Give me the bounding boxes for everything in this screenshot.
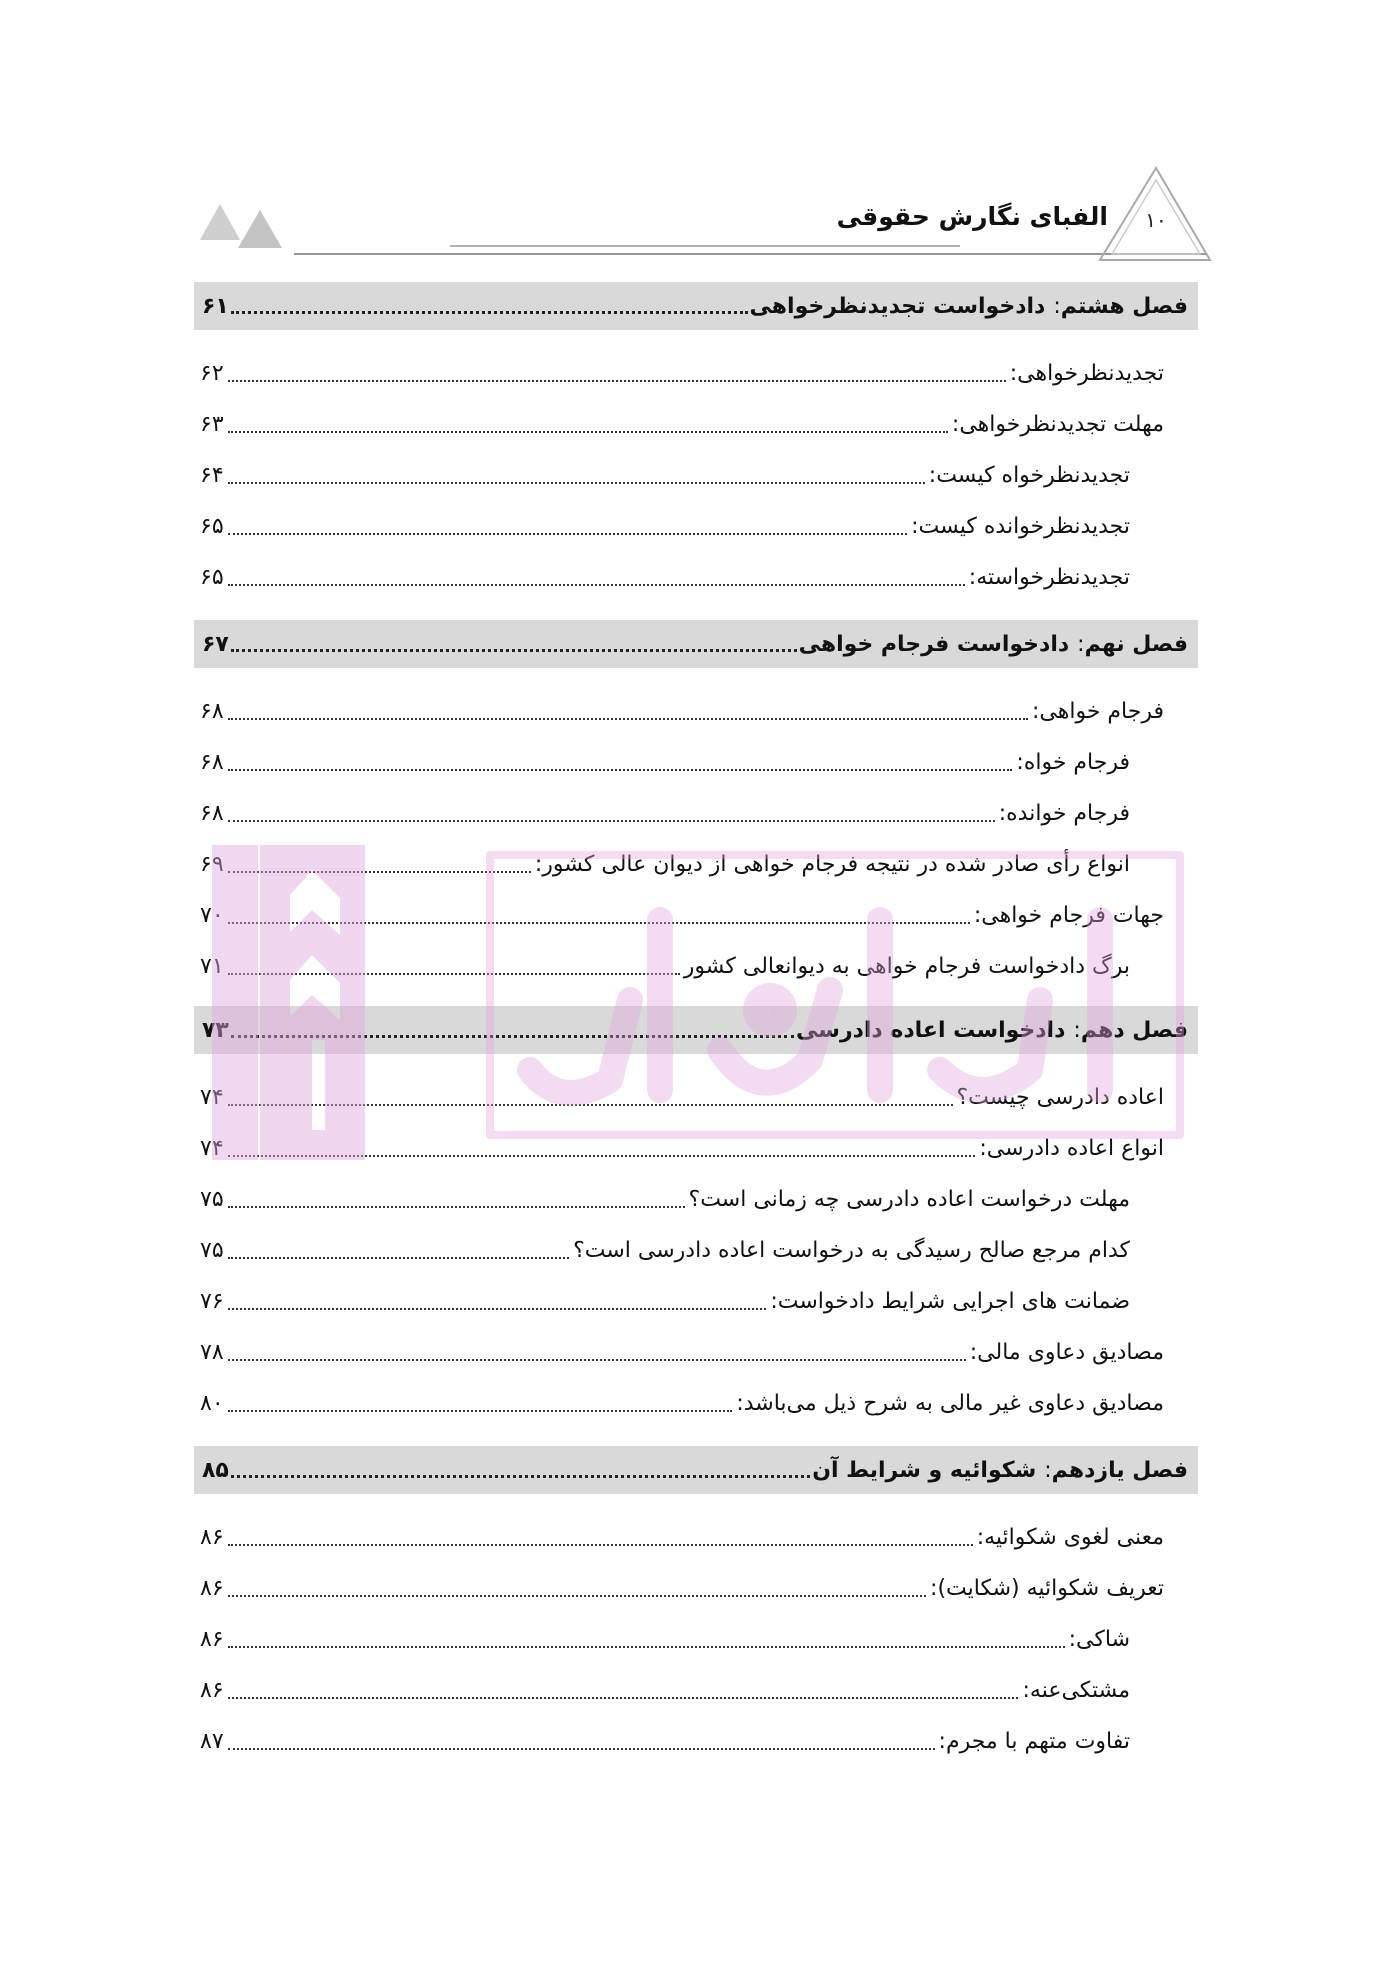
- entry-page: ۶۹: [200, 851, 224, 877]
- chapter-title: دادخواست تجدیدنظرخواهی: [749, 293, 1046, 319]
- dot-leader: [231, 311, 748, 314]
- toc-entry[interactable]: [200, 1571, 1164, 1605]
- entry-page: ۶۸: [200, 800, 224, 826]
- toc-entry[interactable]: [200, 1233, 1130, 1267]
- dot-leader: [228, 1257, 569, 1259]
- toc-entry[interactable]: [200, 847, 1130, 881]
- dot-leader: [228, 584, 965, 586]
- entry-title: جهات فرجام خواهی:: [973, 902, 1164, 928]
- dot-leader: [228, 380, 1006, 382]
- chapter-separator: :: [1073, 1017, 1081, 1043]
- chapter-title-wrap: [812, 1458, 1188, 1483]
- dot-leader: [228, 820, 995, 822]
- chapter-label: فصل یازدهم: [1051, 1457, 1188, 1483]
- toc-entry[interactable]: [200, 509, 1130, 543]
- entry-title: فرجام خوانده:: [998, 800, 1130, 826]
- entry-title: تجدیدنظرخواهی:: [1009, 360, 1164, 386]
- chapter-title: دادخواست اعاده دادرسی: [796, 1017, 1066, 1043]
- entry-page: ۷۴: [200, 1084, 224, 1110]
- dot-leader: [228, 1748, 935, 1750]
- entry-page: ۶۵: [200, 513, 224, 539]
- chapter-heading[interactable]: [194, 620, 1198, 668]
- entry-page: ۶۸: [200, 749, 224, 775]
- entry-page: ۸۶: [200, 1524, 224, 1550]
- entry-title: مهلت درخواست اعاده دادرسی چه زمانی است؟: [688, 1186, 1130, 1212]
- entry-title: انواع رأی صادر شده در نتیجه فرجام خواهی از دیوان عالی کشور:: [534, 851, 1130, 877]
- entry-page: ۸۷: [200, 1728, 224, 1754]
- dot-leader: [228, 1206, 685, 1208]
- dot-leader: [228, 718, 1028, 720]
- toc-entry[interactable]: [200, 356, 1164, 390]
- entry-page: ۶۲: [200, 360, 224, 386]
- chapter-label: فصل هشتم: [1060, 293, 1188, 319]
- entry-page: ۷۸: [200, 1339, 224, 1365]
- entry-page: ۶۴: [200, 462, 224, 488]
- entry-title: انواع اعاده دادرسی:: [979, 1135, 1164, 1161]
- chapter-title-wrap: [796, 1018, 1188, 1043]
- toc-entry[interactable]: [200, 1182, 1130, 1216]
- dot-leader: [228, 1646, 1065, 1648]
- toc-entry[interactable]: [200, 560, 1130, 594]
- toc-entry[interactable]: [200, 458, 1130, 492]
- entry-page: ۶۳: [200, 411, 224, 437]
- dot-leader: [231, 1035, 794, 1038]
- dot-leader: [228, 431, 948, 433]
- toc-entry[interactable]: [200, 1386, 1164, 1420]
- toc-entry[interactable]: [200, 407, 1164, 441]
- toc-entry[interactable]: [200, 1520, 1164, 1554]
- entry-title: برگ دادخواست فرجام خواهی به دیوانعالی کشور: [683, 953, 1130, 979]
- entry-title: معنی لغوی شکوائیه:: [976, 1524, 1164, 1550]
- chapter-title: دادخواست فرجام خواهی: [798, 631, 1070, 657]
- dot-leader: [228, 973, 680, 975]
- chapter-page: ۷۳: [202, 1017, 229, 1043]
- toc-entry[interactable]: [200, 694, 1164, 728]
- entry-title: تجدیدنظرخواسته:: [968, 564, 1130, 590]
- dot-leader: [228, 1359, 966, 1361]
- entry-title: مصادیق دعاوی مالی:: [969, 1339, 1164, 1365]
- chapter-heading[interactable]: [194, 282, 1198, 330]
- entry-title: فرجام خواه:: [1016, 749, 1130, 775]
- entry-page: ۷۴: [200, 1135, 224, 1161]
- chapter-separator: :: [1053, 293, 1061, 319]
- page-number: ۱۰: [1145, 208, 1167, 232]
- entry-page: ۷۵: [200, 1237, 224, 1263]
- chapter-separator: :: [1044, 1457, 1052, 1483]
- chapter-label: فصل دهم: [1080, 1017, 1188, 1043]
- dot-leader: [228, 533, 907, 535]
- dot-leader: [228, 922, 970, 924]
- toc-entry[interactable]: [200, 1622, 1130, 1656]
- entry-title: اعاده دادرسی چیست؟: [956, 1084, 1164, 1110]
- dot-leader: [228, 871, 531, 873]
- entry-page: ۷۱: [200, 953, 224, 979]
- entry-title: تجدیدنظرخواه کیست:: [928, 462, 1130, 488]
- entry-title: تجدیدنظرخوانده کیست:: [911, 513, 1130, 539]
- dot-leader: [228, 482, 925, 484]
- entry-page: ۸۶: [200, 1575, 224, 1601]
- toc-entry[interactable]: [200, 745, 1130, 779]
- chapter-title-wrap: [799, 632, 1188, 657]
- dot-leader: [228, 1104, 953, 1106]
- chapter-page: ۶۷: [202, 631, 229, 657]
- chapter-page: ۶۱: [202, 293, 229, 319]
- dot-leader: [228, 1410, 733, 1412]
- dot-leader: [228, 1308, 767, 1310]
- dot-leader: [231, 649, 797, 652]
- chapter-title-wrap: [750, 294, 1188, 319]
- chapter-title: شکوائیه و شرایط آن: [812, 1457, 1037, 1483]
- dot-leader: [228, 1544, 973, 1546]
- toc-entry[interactable]: [200, 1284, 1130, 1318]
- entry-title: شاکی:: [1068, 1626, 1130, 1652]
- book-title: الفبای نگارش حقوقی: [836, 202, 1108, 231]
- entry-title: مهلت تجدیدنظرخواهی:: [951, 411, 1164, 437]
- entry-page: ۶۸: [200, 698, 224, 724]
- entry-title: فرجام خواهی:: [1032, 698, 1164, 724]
- dot-leader: [228, 769, 1013, 771]
- chapter-heading[interactable]: [194, 1006, 1198, 1054]
- entry-title: مشتکی‌عنه:: [1022, 1677, 1130, 1703]
- dot-leader: [228, 1155, 976, 1157]
- entry-page: ۸۶: [200, 1626, 224, 1652]
- toc-entry[interactable]: [200, 1673, 1130, 1707]
- chapter-separator: :: [1077, 631, 1085, 657]
- toc-entry[interactable]: [200, 1080, 1164, 1114]
- entry-page: ۸۰: [200, 1390, 224, 1416]
- entry-page: ۷۵: [200, 1186, 224, 1212]
- entry-title: ضمانت های اجرایی شرایط دادخواست:: [770, 1288, 1130, 1314]
- dot-leader: [228, 1697, 1019, 1699]
- toc-entry[interactable]: [200, 1335, 1164, 1369]
- entry-title: کدام مرجع صالح رسیدگی به درخواست اعاده دادرسی است؟: [573, 1237, 1130, 1263]
- entry-page: ۷۶: [200, 1288, 224, 1314]
- toc-entry[interactable]: [200, 949, 1130, 983]
- chapter-label: فصل نهم: [1084, 631, 1188, 657]
- chapter-page: ۸۵: [202, 1457, 229, 1483]
- entry-title: تفاوت متهم با مجرم:: [938, 1728, 1130, 1754]
- entry-title: مصادیق دعاوی غیر مالی به شرح ذیل می‌باشد:: [736, 1390, 1164, 1416]
- toc-entry[interactable]: [200, 796, 1130, 830]
- entry-page: ۶۵: [200, 564, 224, 590]
- toc-entry[interactable]: [200, 898, 1164, 932]
- dot-leader: [228, 1595, 926, 1597]
- entry-title: تعریف شکوائیه (شکایت):: [930, 1575, 1164, 1601]
- entry-page: ۷۰: [200, 902, 224, 928]
- toc-entry[interactable]: [200, 1131, 1164, 1165]
- entry-page: ۸۶: [200, 1677, 224, 1703]
- chapter-heading[interactable]: [194, 1446, 1198, 1494]
- toc-entry[interactable]: [200, 1724, 1130, 1758]
- dot-leader: [231, 1475, 810, 1478]
